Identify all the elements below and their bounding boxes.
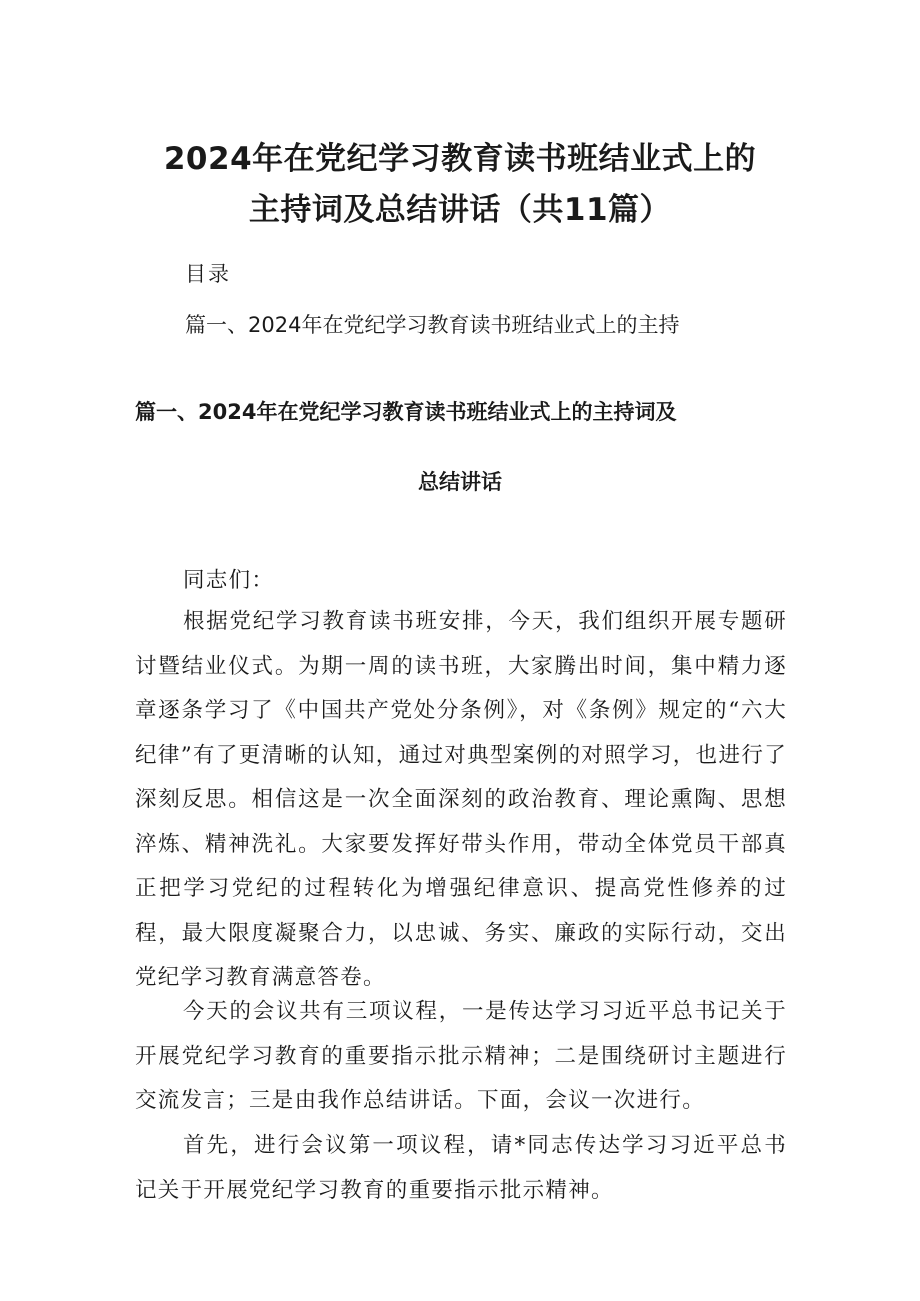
document-title-line-2: 主持词及总结讲话（共11篇） [248,192,672,228]
body-paragraph-2: 今天的会议共有三项议程，一是传达学习习近平总书记关于开展党纪学习教育的重要指示批示精神；二是围绕研讨主题进行交流发言；三是由我作总结讲话。下面，会议一次进行。 [135,999,787,1113]
body-paragraph-1: 根据党纪学习教育读书班安排，今天，我们组织开展专题研讨暨结业仪式。为期一周的读书班，大家腾出时间，集中精力逐章逐条学习了《中国共产党处分条例》，对《条例》规定的“六大纪律”有了更清晰的认知，通过对典型案例的对照学习，也进行了深刻反思。相信这是一次全面深刻的政治教育、理论熏陶、思想淬炼、精神洗礼。大家要发挥好带头作用，带动全体党员干部真正把学习党纪的过程转化为增强纪律意识、提高党性修养的过程，最大限度凝聚合力，以忠诚、务实、廉政的实际行动，交出党纪学习教育满意答卷。 [135,609,787,990]
toc-entry-1[interactable]: 篇一、2024年在党纪学习教育读书班结业式上的主持 [185,313,680,337]
body-paragraph-3: 首先，进行会议第一项议程，请*同志传达学习习近平总书记关于开展党纪学习教育的重要指示批示精神。 [135,1133,787,1203]
section-heading-line-1: 篇一、2024年在党纪学习教育读书班结业式上的主持词及 [135,400,677,424]
section-heading-line-2: 总结讲话 [418,470,502,494]
document-title-line-1: 2024年在党纪学习教育读书班结业式上的 [163,141,757,177]
salutation: 同志们： [183,568,275,593]
toc-label: 目录 [185,262,231,286]
